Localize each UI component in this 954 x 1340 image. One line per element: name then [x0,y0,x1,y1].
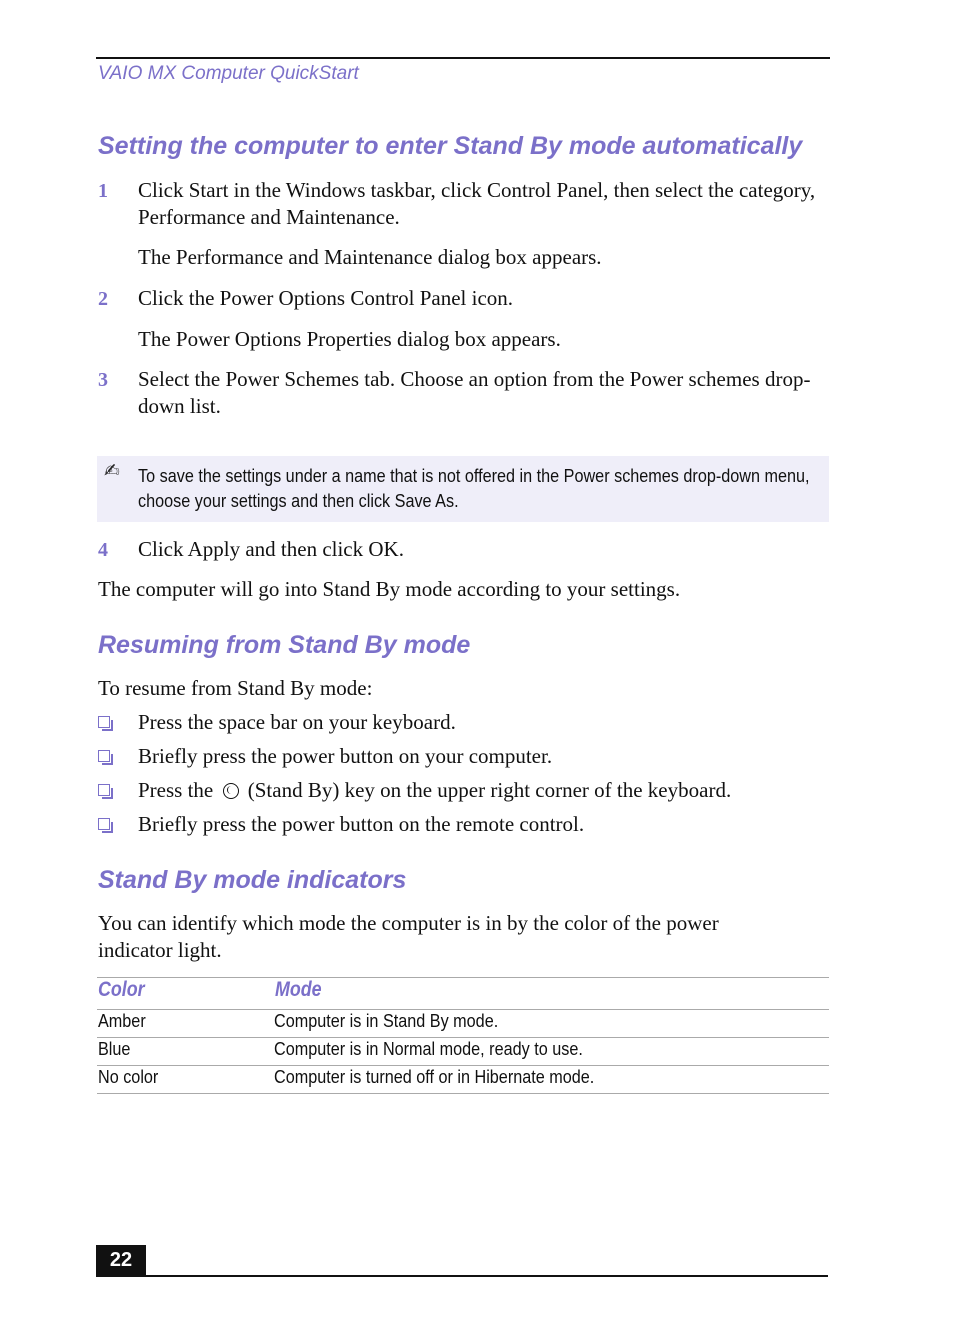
step-result: The Power Options Properties dialog box appears. [138,327,561,351]
conclusion-text: The computer will go into Stand By mode according to your settings. [98,577,681,601]
running-header: VAIO MX Computer QuickStart [98,63,359,84]
bullet-text-after: (Stand By) key on the upper right corner of the keyboard. [247,778,732,802]
step-text: Click Start in the Windows taskbar, click Control Panel, then select the category, Performance and Maintenance. [138,178,816,229]
checkbox-bullet-icon [98,716,110,728]
bullet-text-before: Press the [138,778,214,802]
table-header-color: Color [98,978,145,1001]
checkbox-bullet-icon [98,784,110,796]
note-text: To save the settings under a name that is not offered in the Power schemes drop-down menu, choose your settings and then click Save As. [138,466,810,511]
bullet-item: Briefly press the power button on the remote control. [138,812,585,836]
bullet-item [138,777,818,804]
pencil-note-icon: ✍ [104,460,120,482]
table-cell-mode: Computer is in Stand By mode. [274,1011,499,1031]
footer-rule [96,1275,828,1277]
page-number: 22 [96,1245,146,1276]
table-row-rule [97,1037,829,1038]
section-title-indicators: Stand By mode indicators [98,866,407,894]
step-number: 3 [98,369,108,391]
step-text: Click the Power Options Control Panel icon. [138,286,514,310]
section-title-standby-auto: Setting the computer to enter Stand By mode automatically [98,132,803,160]
section-title-resuming: Resuming from Stand By mode [98,631,471,659]
table-cell-mode: Computer is in Normal mode, ready to use. [274,1039,583,1059]
checkbox-bullet-icon [98,750,110,762]
header-rule [96,57,830,59]
step-result: The Performance and Maintenance dialog box appears. [138,245,602,269]
table-header-mode: Mode [275,978,322,1001]
table-cell-color: Blue [98,1039,131,1059]
step-text: Click Apply and then click OK. [138,537,404,561]
bullet-item: Briefly press the power button on your computer. [138,744,553,768]
table-row-rule [97,1009,829,1010]
checkbox-bullet-icon [98,818,110,830]
table-cell-mode: Computer is turned off or in Hibernate mode. [274,1067,595,1087]
step-number: 1 [98,180,108,202]
bullet-item: Press the space bar on your keyboard. [138,710,456,734]
step-text: Select the Power Schemes tab. Choose an option from the Power schemes drop-down list. [138,367,811,418]
standby-key-icon [223,783,239,799]
table-top-rule [97,977,829,978]
step-number: 4 [98,539,108,561]
table-cell-color: Amber [98,1011,146,1031]
table-row-rule [97,1065,829,1066]
table-cell-color: No color [98,1067,159,1087]
table-bottom-rule [97,1093,829,1094]
resume-intro: To resume from Stand By mode: [98,676,373,700]
step-number: 2 [98,288,108,310]
indicators-intro: You can identify which mode the computer is in by the color of the power indicator light. [98,911,719,962]
